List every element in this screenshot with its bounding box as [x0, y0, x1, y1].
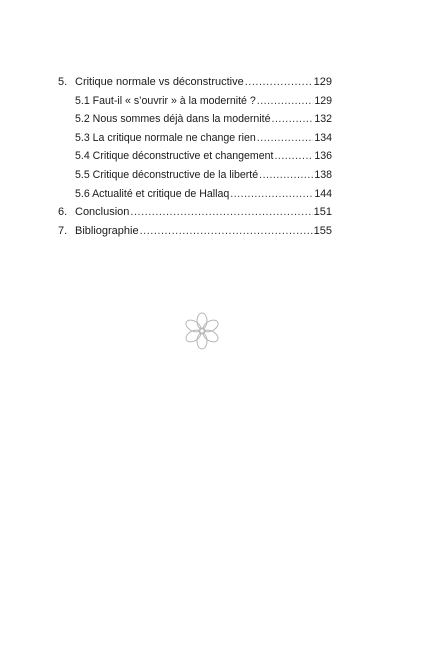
- toc-entry-6: [58, 203, 332, 222]
- dot-leader: [272, 110, 314, 129]
- toc-entry-title: 5.5 Critique déconstructive de la liberté: [75, 168, 259, 181]
- dot-leader: [257, 92, 314, 111]
- toc-entry-5-2: [58, 110, 332, 129]
- dot-leader: [245, 73, 313, 92]
- toc-entry-title: 5.1 Faut-il « s’ouvrir » à la modernité ?: [75, 94, 256, 107]
- toc-entry-title: 5.6 Actualité et critique de Hallaq: [75, 187, 230, 200]
- toc-entry-page: 129: [314, 94, 332, 107]
- toc-entry-page: 129: [313, 76, 332, 88]
- toc-entry-5-3: [58, 129, 332, 148]
- toc-entry-number: 5.: [58, 76, 68, 88]
- toc-entry-title: Conclusion: [75, 206, 130, 219]
- toc-entry-page: 134: [314, 131, 332, 144]
- toc-entry-page: 144: [314, 187, 332, 200]
- dot-leader: [274, 147, 313, 166]
- toc-entry-title: 5.2 Nous sommes déjà dans la modernité: [75, 113, 271, 126]
- dot-leader: [230, 185, 313, 204]
- toc-entry-page: 138: [314, 168, 332, 181]
- toc-entry-5-1: [58, 92, 332, 111]
- dot-leader: [257, 129, 314, 148]
- toc-entry-title: 5.4 Critique déconstructive et changement: [75, 150, 274, 163]
- toc-entry-page: 155: [313, 224, 332, 237]
- toc-entry-5-4: [58, 147, 332, 166]
- dot-leader: [130, 203, 312, 222]
- toc-entry-5: [58, 73, 332, 92]
- toc-entry-page: 151: [313, 206, 332, 219]
- floral-ornament-icon: [182, 310, 222, 352]
- toc-entry-5-6: [58, 185, 332, 204]
- toc-entry-number: 7.: [58, 224, 68, 237]
- dot-leader: [259, 166, 313, 185]
- table-of-contents: [58, 73, 332, 240]
- toc-entry-number: 6.: [58, 206, 68, 219]
- toc-entry-page: 136: [314, 150, 332, 163]
- dot-leader: [140, 222, 313, 241]
- toc-entry-title: Bibliographie: [75, 224, 139, 237]
- toc-entry-7: [58, 222, 332, 241]
- toc-entry-page: 132: [314, 113, 332, 126]
- toc-entry-title: 5.3 La critique normale ne change rien: [75, 131, 256, 144]
- toc-entry-title: Critique normale vs déconstructive: [75, 76, 244, 88]
- toc-entry-5-5: [58, 166, 332, 185]
